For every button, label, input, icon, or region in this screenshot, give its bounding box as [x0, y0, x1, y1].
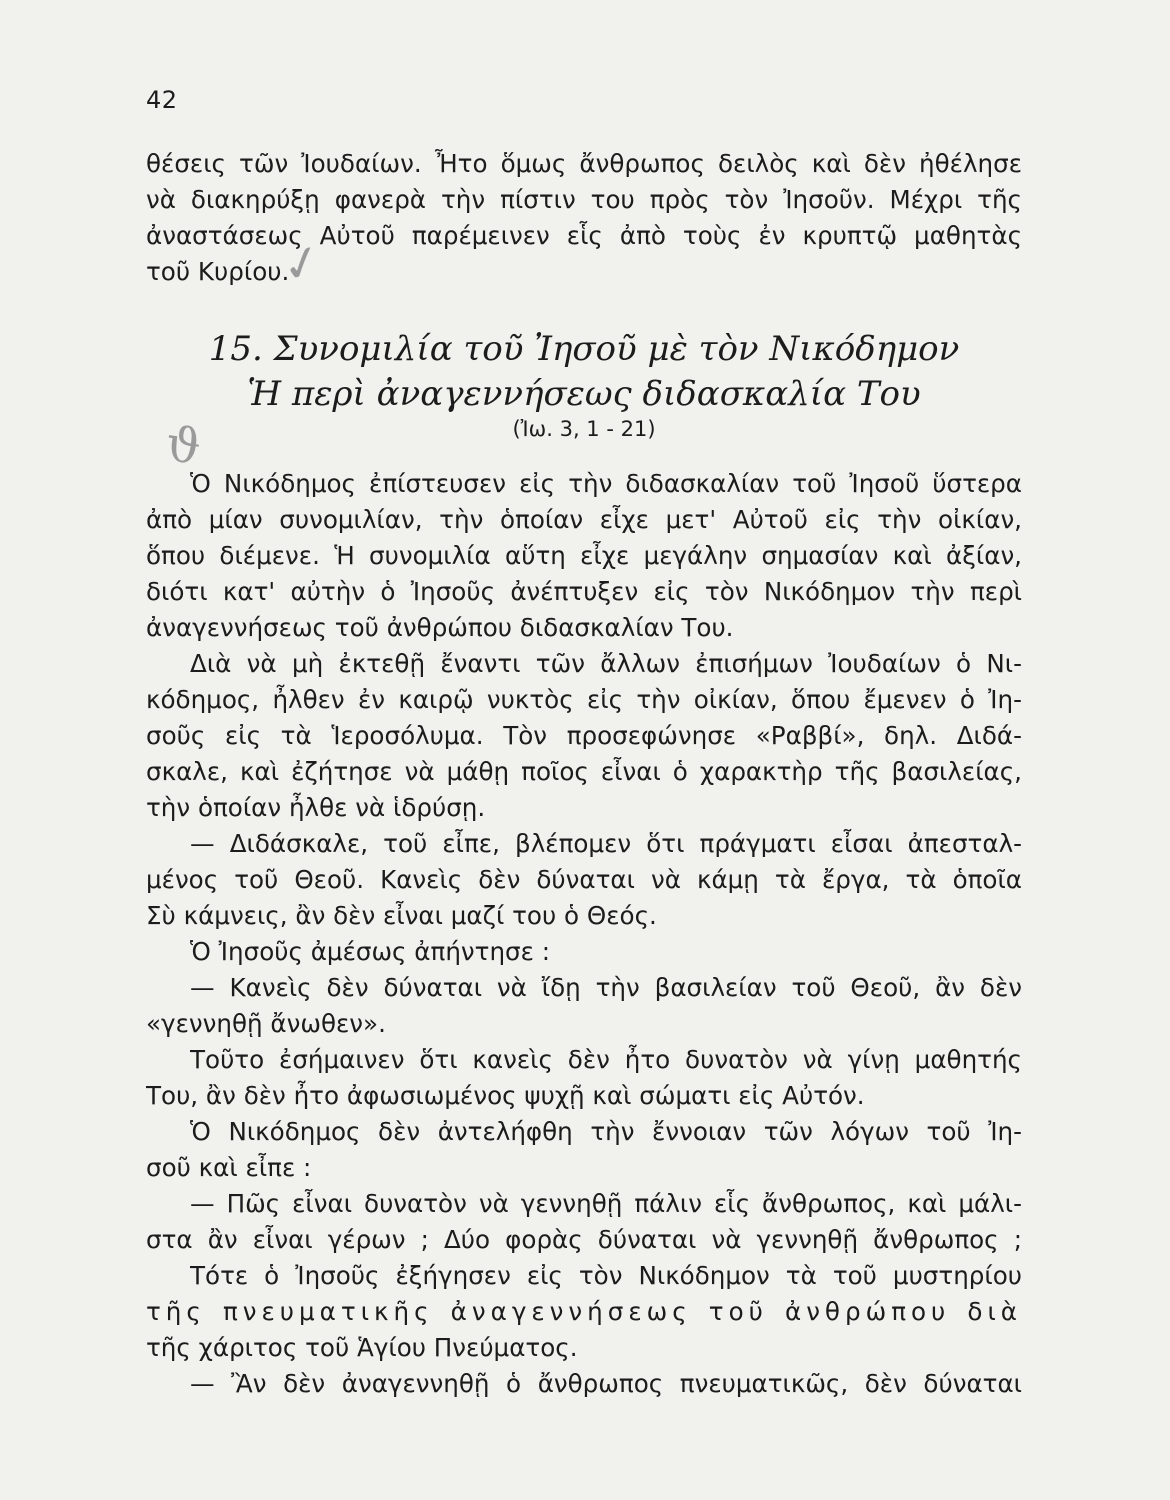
text-line: Ὁ Νικόδημος ἐπίστευσεν εἰς τὴν διδασκαλίαν τοῦ Ἰησοῦ ὕστερα [190, 469, 1022, 498]
scripture-reference: (Ἰω. 3, 1 - 21) [512, 417, 656, 441]
section-subtitle: Ἡ περὶ ἀναγεννήσεως διδασκαλία Του [247, 374, 921, 414]
text-line: νὰ διακηρύξῃ φανερὰ τὴν πίστιν του πρὸς τὸν Ἰησοῦν. Μέχρι τῆς [146, 185, 1022, 214]
handwritten-tick-mark: ϑ [162, 415, 205, 477]
text-line: Ὁ Νικόδημος δὲν ἀντελήφθη τὴν ἔννοιαν τῶν λόγων τοῦ Ἰη- [190, 1117, 1022, 1146]
text-line: διότι κατ' αὐτὴν ὁ Ἰησοῦς ἀνέπτυξεν εἰς τὸν Νικόδημον τὴν περὶ [146, 577, 1022, 606]
text-line: Του, ἂν δὲν ἦτο ἀφωσιωμένος ψυχῇ καὶ σώματι εἰς Αὐτόν. [146, 1081, 865, 1110]
text-line: — Ἂν δὲν ἀναγεννηθῇ ὁ ἄνθρωπος πνευματικῶς, δὲν δύναται [190, 1369, 1022, 1398]
text-line: θέσεις τῶν Ἰουδαίων. Ἦτο ὅμως ἄνθρωπος δειλὸς καὶ δὲν ἠθέλησε [146, 149, 1022, 178]
section-title: 15. Συνομιλία τοῦ Ἰησοῦ μὲ τὸν Νικόδημον [208, 329, 960, 369]
text-line: τὴν ὁποίαν ἦλθε νὰ ἱδρύσῃ. [146, 793, 486, 822]
text-line: στα ἂν εἶναι γέρων ; Δύο φορὰς δύναται νὰ γεννηθῇ ἄνθρωπος ; [146, 1225, 1022, 1254]
text-line: τῆς χάριτος τοῦ Ἁγίου Πνεύματος. [146, 1333, 578, 1362]
text-line: κόδημος, ἦλθεν ἐν καιρῷ νυκτὸς εἰς τὴν οἰκίαν, ὅπου ἔμενεν ὁ Ἰη- [146, 685, 1022, 714]
text-line: Ὁ Ἰησοῦς ἀμέσως ἀπήντησε : [190, 937, 551, 966]
text-line: «γεννηθῇ ἄνωθεν». [146, 1009, 386, 1038]
text-line: σκαλε, καὶ ἐζήτησε νὰ μάθῃ ποῖος εἶναι ὁ χαρακτὴρ τῆς βασιλείας, [146, 757, 1022, 786]
text-line: — Πῶς εἶναι δυνατὸν νὰ γεννηθῇ πάλιν εἷς ἄνθρωπος, καὶ μάλι- [190, 1189, 1022, 1218]
text-line: Τοῦτο ἐσήμαινεν ὅτι κανεὶς δὲν ἦτο δυνατὸν νὰ γίνῃ μαθητής [190, 1045, 1022, 1074]
text-line: σοῦ καὶ εἶπε : [146, 1153, 312, 1182]
text-line: ἀπὸ μίαν συνομιλίαν, τὴν ὁποίαν εἶχε μετ' Αὐτοῦ εἰς τὴν οἰκίαν, [146, 505, 1022, 534]
text-line: Σὺ κάμνεις, ἂν δὲν εἶναι μαζί του ὁ Θεός. [146, 901, 657, 930]
text-line: ὅπου διέμενε. Ἡ συνομιλία αὕτη εἶχε μεγάλην σημασίαν καὶ ἀξίαν, [146, 541, 1022, 570]
handwritten-check-mark: ✓ [275, 231, 329, 297]
text-line: ἀναγεννήσεως τοῦ ἀνθρώπου διδασκαλίαν Του. [146, 613, 734, 642]
text-line: Διὰ νὰ μὴ ἐκτεθῇ ἔναντι τῶν ἄλλων ἐπισήμων Ἰουδαίων ὁ Νι- [190, 649, 1022, 678]
text-line: — Κανεὶς δὲν δύναται νὰ ἴδῃ τὴν βασιλείαν τοῦ Θεοῦ, ἂν δὲν [190, 973, 1022, 1002]
text-line: σοῦς εἰς τὰ Ἱεροσόλυμα. Τὸν προσεφώνησε «Ραββί», δηλ. Διδά- [146, 721, 1022, 750]
text-line: τῆς πνευματικῆς ἀναγεννήσεως τοῦ ἀνθρώπου διὰ [146, 1297, 1022, 1326]
text-line: Τότε ὁ Ἰησοῦς ἐξήγησεν εἰς τὸν Νικόδημον τὰ τοῦ μυστηρίου [190, 1261, 1022, 1290]
text-line: ἀναστάσεως Αὐτοῦ παρέμεινεν εἷς ἀπὸ τοὺς ἐν κρυπτῷ μαθητὰς [146, 221, 1022, 250]
page-number: 42 [146, 86, 178, 114]
text-line: μένος τοῦ Θεοῦ. Κανεὶς δὲν δύναται νὰ κάμῃ τὰ ἔργα, τὰ ὁποῖα [146, 865, 1022, 894]
text-line: — Διδάσκαλε, τοῦ εἶπε, βλέπομεν ὅτι πράγματι εἶσαι ἀπεσταλ- [190, 829, 1022, 858]
text-line: τοῦ Κυρίου. [146, 257, 290, 286]
